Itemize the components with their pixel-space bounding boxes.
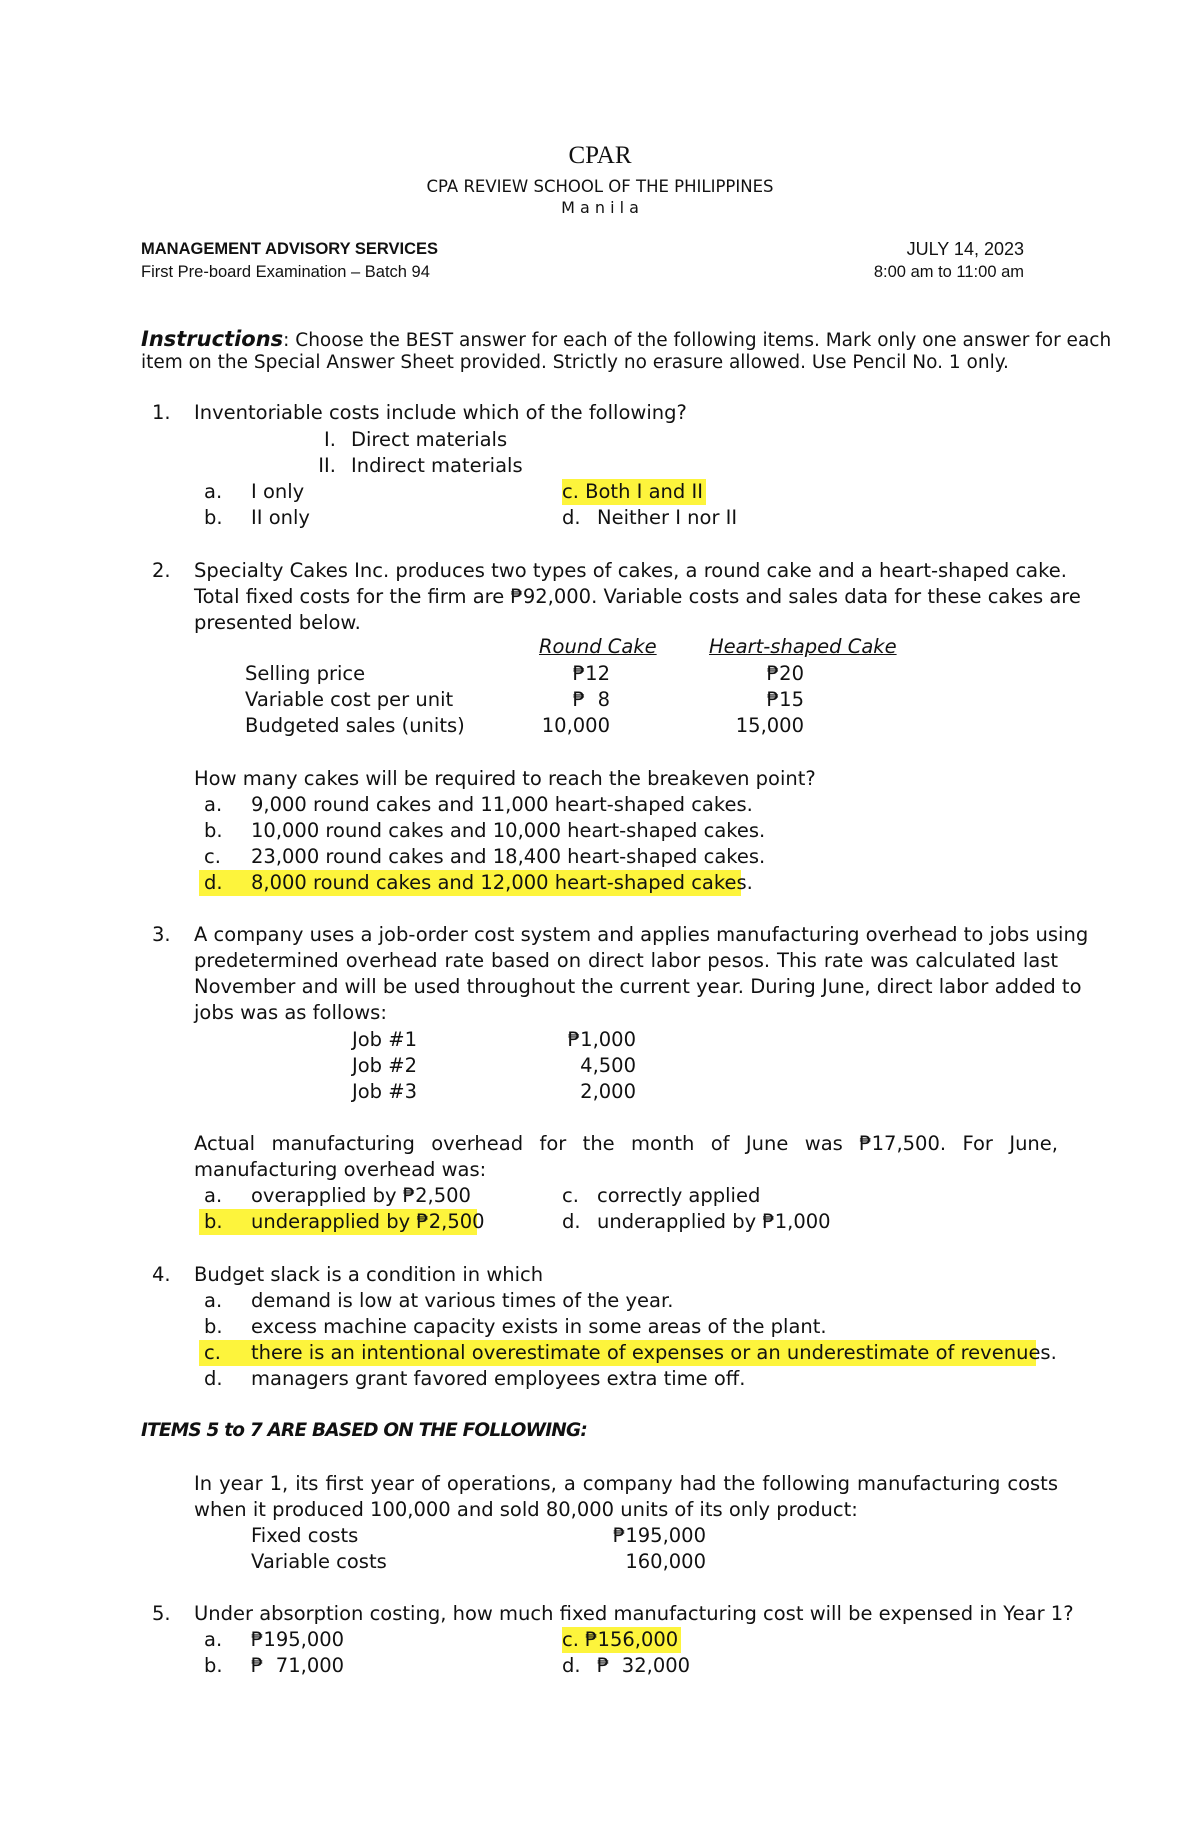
q4-option-c-answer	[199, 1340, 1057, 1366]
q1-stem: Inventoriable costs include which of the following?	[194, 401, 687, 424]
q2-option-b-letter: b.	[204, 819, 223, 842]
q5-option-d: ₱ 32,000	[597, 1654, 691, 1677]
q2-number: 2.	[152, 559, 171, 582]
q5-number: 5.	[152, 1602, 171, 1625]
q1-option-b-letter: b.	[204, 506, 223, 529]
q4-option-a-letter: a.	[204, 1289, 223, 1312]
q2-row-2-label: Variable cost per unit	[245, 688, 454, 711]
q5-option-c-answer	[562, 1627, 681, 1653]
q5-option-c-letter: c.	[562, 1628, 579, 1651]
q1-option-a: I only	[251, 480, 305, 503]
instructions-line-2: item on the Special Answer Sheet provided. Strictly no erasure allowed. Use Pencil No. 1 only.	[141, 352, 1009, 373]
q2-row-2-heart: ₱15	[766, 688, 804, 711]
subject-title: MANAGEMENT ADVISORY SERVICES	[141, 240, 439, 258]
q2-row-2-round: ₱ 8	[572, 688, 610, 711]
exam-time: 8:00 am to 11:00 am	[873, 263, 1024, 281]
items-5-7-line-2: when it produced 100,000 and sold 80,000 units of its only product:	[194, 1498, 858, 1521]
q4-stem: Budget slack is a condition in which	[194, 1263, 544, 1286]
q2-question: How many cakes will be required to reach the breakeven point?	[194, 767, 816, 790]
items-5-7-heading: ITEMS 5 to 7 ARE BASED ON THE FOLLOWING:	[141, 1420, 587, 1441]
q2-option-a-letter: a.	[204, 793, 223, 816]
q1-option-c-answer	[562, 479, 706, 505]
instructions-label: Instructions	[141, 327, 284, 351]
q3-line-3: November and will be used throughout the current year. During June, direct labor added to	[194, 975, 1082, 998]
q3-option-a: overapplied by ₱2,500	[251, 1184, 471, 1207]
q3-line-4: jobs was as follows:	[194, 1001, 387, 1024]
q3-job-2-value: 4,500	[580, 1054, 636, 1077]
items-5-7-line-1: In year 1, its first year of operations, a company had the following manufacturing costs	[194, 1472, 1058, 1495]
q2-option-b: 10,000 round cakes and 10,000 heart-shaped cakes.	[251, 819, 766, 842]
q3-line-1: A company uses a job-order cost system and applies manufacturing overhead to jobs using	[194, 923, 1089, 946]
q1-item-1: Direct materials	[351, 428, 508, 451]
fixed-costs-label: Fixed costs	[251, 1524, 359, 1547]
q4-option-b: excess machine capacity exists in some areas of the plant.	[251, 1315, 827, 1338]
q2-option-c-letter: c.	[204, 845, 221, 868]
q2-option-a: 9,000 round cakes and 11,000 heart-shaped cakes.	[251, 793, 753, 816]
q2-row-3-heart: 15,000	[735, 714, 804, 737]
q2-option-d: 8,000 round cakes and 12,000 heart-shaped cakes.	[251, 871, 753, 894]
variable-costs-label: Variable costs	[251, 1550, 387, 1573]
q3-option-b: underapplied by ₱2,500	[251, 1210, 485, 1233]
q2-option-d-answer	[199, 870, 753, 896]
q2-row-3-label: Budgeted sales (units)	[245, 714, 465, 737]
q4-option-c: there is an intentional overestimate of expenses or an underestimate of revenues.	[251, 1341, 1057, 1364]
q4-option-a: demand is low at various times of the year.	[251, 1289, 674, 1312]
q3-line-2: predetermined overhead rate based on direct labor pesos. This rate was calculated last	[194, 949, 1058, 972]
q3-job-3-value: 2,000	[580, 1080, 636, 1103]
q3-option-d-letter: d.	[562, 1210, 581, 1233]
q1-number: 1.	[152, 401, 171, 424]
q1-option-a-letter: a.	[204, 480, 223, 503]
document-title: CPAR	[568, 142, 632, 169]
q3-option-c-letter: c.	[562, 1184, 579, 1207]
q2-line-2: Total fixed costs for the firm are ₱92,000. Variable costs and sales data for these cakes are	[194, 585, 1081, 608]
exam-date: JULY 14, 2023	[906, 239, 1024, 259]
q3-job-1-label: Job #1	[352, 1028, 418, 1051]
q5-option-b: ₱ 71,000	[251, 1654, 345, 1677]
q4-option-d: managers grant favored employees extra time off.	[251, 1367, 746, 1390]
q5-option-a-letter: a.	[204, 1628, 223, 1651]
q5-option-d-letter: d.	[562, 1654, 581, 1677]
q1-option-d-letter: d.	[562, 506, 581, 529]
q2-line-1: Specialty Cakes Inc. produces two types of cakes, a round cake and a heart-shaped cake.	[194, 559, 1067, 582]
q3-job-3-label: Job #3	[352, 1080, 418, 1103]
q3-job-1-value: ₱1,000	[567, 1028, 636, 1051]
school-name: CPA REVIEW SCHOOL OF THE PHILIPPINES	[426, 177, 774, 196]
q2-option-c: 23,000 round cakes and 18,400 heart-shaped cakes.	[251, 845, 766, 868]
q3-line-5: Actual manufacturing overhead for the month of June was ₱17,500. For June,	[194, 1132, 1058, 1155]
q4-option-b-letter: b.	[204, 1315, 223, 1338]
q1-item-1-num: I.	[324, 428, 336, 451]
q2-row-3-round: 10,000	[541, 714, 610, 737]
q3-option-d: underapplied by ₱1,000	[597, 1210, 831, 1233]
q2-row-1-label: Selling price	[245, 662, 366, 685]
q2-line-3: presented below.	[194, 611, 361, 634]
q3-option-b-answer	[199, 1209, 485, 1235]
q2-option-d-letter: d.	[204, 871, 223, 894]
q3-option-b-letter: b.	[204, 1210, 223, 1233]
q1-item-2-num: II.	[318, 454, 336, 477]
q2-row-1-heart: ₱20	[766, 662, 804, 685]
q4-option-c-letter: c.	[204, 1341, 221, 1364]
exam-name: First Pre-board Examination – Batch 94	[141, 263, 430, 281]
q1-option-d: Neither I nor II	[597, 506, 738, 529]
variable-costs-value: 160,000	[625, 1550, 706, 1573]
q1-item-2: Indirect materials	[351, 454, 523, 477]
q2-col-heart-cake: Heart-shaped Cake	[709, 635, 897, 658]
q3-option-a-letter: a.	[204, 1184, 223, 1207]
q2-row-1-round: ₱12	[572, 662, 610, 685]
q3-number: 3.	[152, 923, 171, 946]
q3-job-2-label: Job #2	[352, 1054, 418, 1077]
q4-number: 4.	[152, 1263, 171, 1286]
q3-option-c: correctly applied	[597, 1184, 761, 1207]
q4-option-d-letter: d.	[204, 1367, 223, 1390]
q2-col-round-cake: Round Cake	[539, 635, 657, 658]
q5-option-a: ₱195,000	[251, 1628, 345, 1651]
q1-option-c: Both I and II	[585, 480, 703, 503]
instructions-text-1: : Choose the BEST answer for each of the following items. Mark only one answer for each	[283, 330, 1112, 351]
city-name: M a n i l a	[561, 198, 639, 217]
q1-option-b: II only	[251, 506, 310, 529]
q1-option-c-letter: c.	[562, 480, 579, 503]
q5-option-c: ₱156,000	[585, 1628, 679, 1651]
q5-option-b-letter: b.	[204, 1654, 223, 1677]
q5-stem: Under absorption costing, how much fixed manufacturing cost will be expensed in Year 1?	[194, 1602, 1074, 1625]
fixed-costs-value: ₱195,000	[612, 1524, 706, 1547]
q3-line-6: manufacturing overhead was:	[194, 1158, 487, 1181]
